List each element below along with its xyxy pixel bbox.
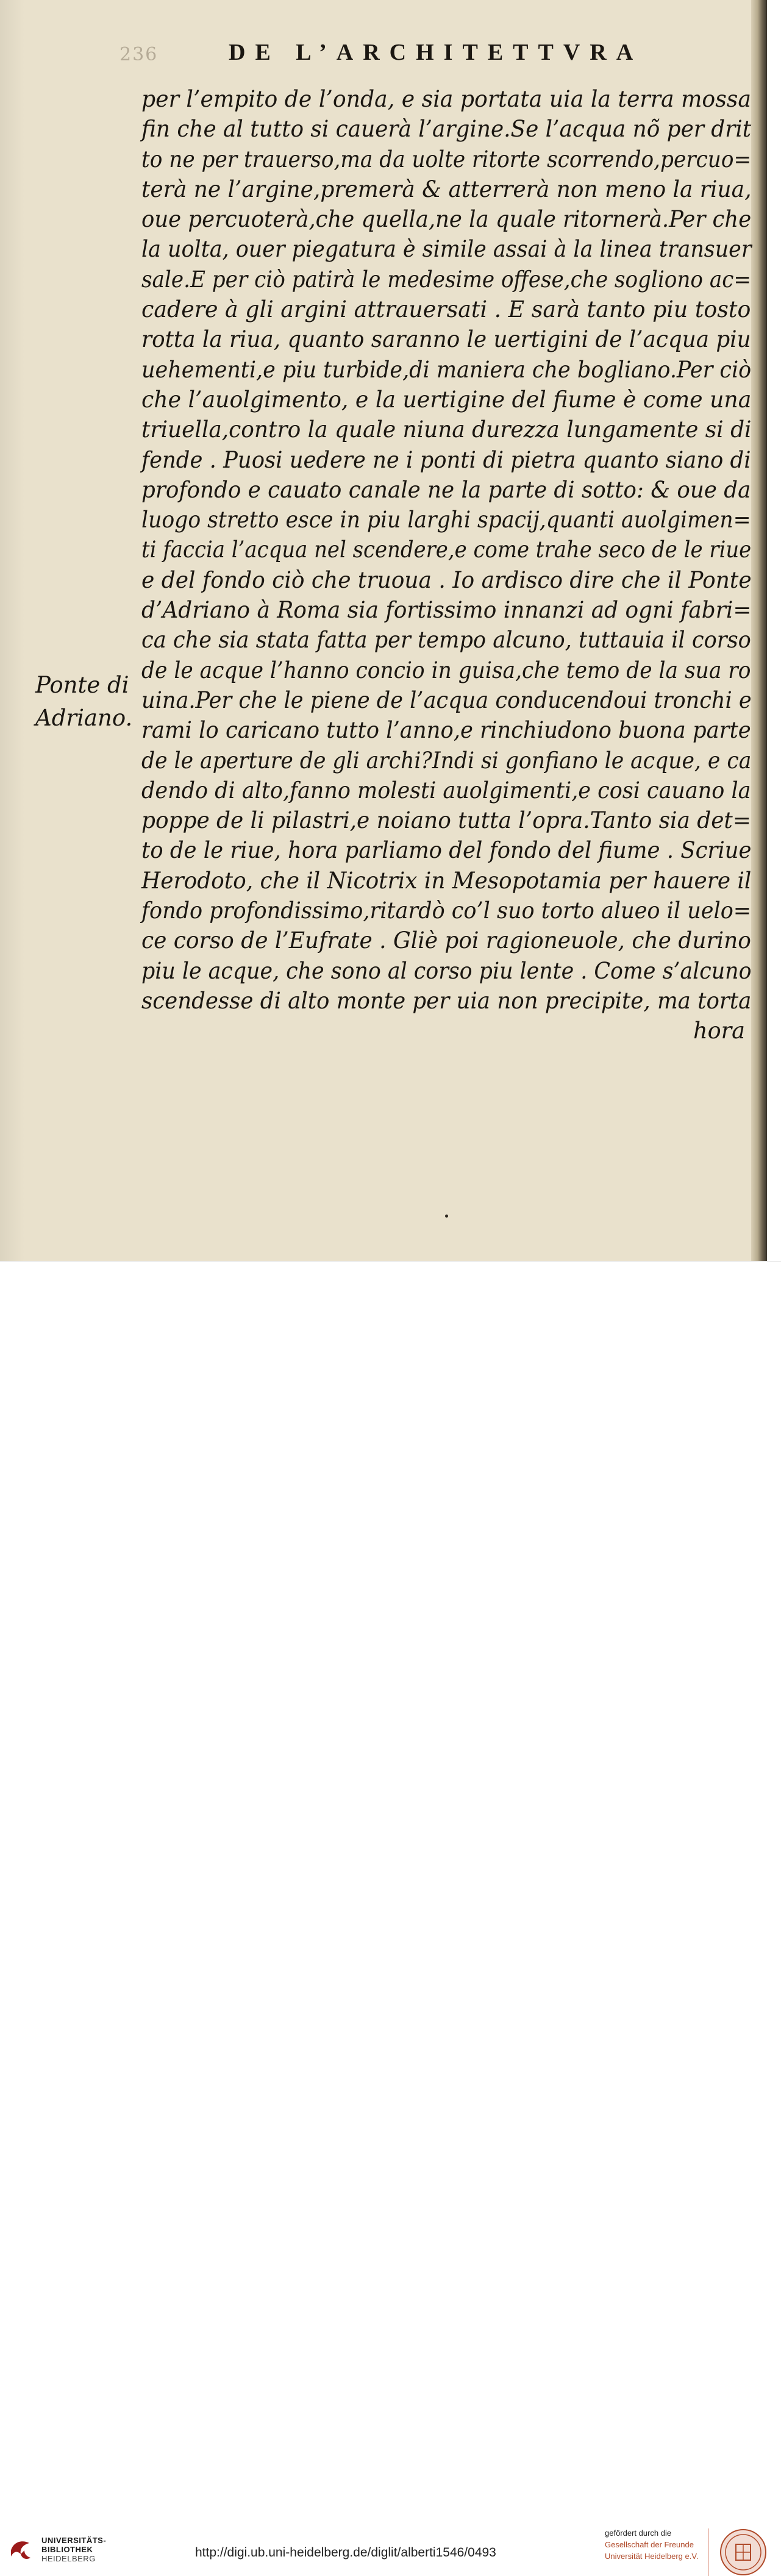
university-seal-icon [719,2528,767,2576]
text-line: rami lo caricano tutto l’anno,e rinchiudono buona parte [141,717,751,744]
ink-dot [445,1215,448,1218]
text-line: oue percuoterà,che quella,ne la quale ritornerà.Per che [141,206,752,233]
text-line: d’Adriano à Roma sia fortissimo innanzi ad ogni fabri= [141,597,752,624]
gutter-shadow [0,0,24,1261]
text-line: ce corso de l’Eufrate . Gliè poi ragioneuole, che durino [141,927,751,954]
text-line: fende . Puosi uedere ne i ponti di pietra quanto siano di [141,446,751,473]
text-line: e del fondo ciò che truoua . Io ardisco dire che il Ponte [141,566,752,593]
margin-note [35,669,132,735]
page-number: 236 [119,44,159,65]
sponsor-name-line: Universität Heidelberg e.V. [605,2552,699,2561]
margin-note-line: Adriano. [35,705,133,731]
library-name [41,2536,106,2563]
permalink-url[interactable]: http://digi.ub.uni-heidelberg.de/diglit/alberti1546/0493 [195,2546,496,2560]
footer-divider [708,2528,709,2576]
text-line: de le aperture de gli archi?Indi si gonfiano le acque, e ca [141,747,752,774]
text-line: to de le riue, hora parliamo del fondo del fiume . Scriue [141,837,752,864]
viewer-footer [0,1261,781,2563]
text-line: triuella,contro la quale niuna durezza lungamente si di [141,416,752,443]
library-name-line: BIBLIOTHEK [41,2545,93,2554]
margin-note-line: Ponte di [35,672,129,698]
text-line: rotta la riua, quanto saranno le uertigini de l’acqua piu [141,326,751,353]
text-line: terà ne l’argine,premerà & atterrerà non meno la riua, [141,176,752,202]
library-name-line: UNIVERSITÄTS- [41,2536,107,2545]
sponsor-block [605,2527,702,2562]
supported-by-label: gefördert durch die [605,2528,672,2538]
text-line: sale.E per ciò patirà le medesime offese,che sogliono ac= [141,266,752,293]
text-line: ca che sia stata fatta per tempo alcuno, tuttauia il corso [141,627,751,654]
text-line: to ne per trauerso,ma da uolte ritorte scorrendo,percuo= [141,146,752,173]
sponsor-name-line: Gesellschaft der Freunde [605,2540,694,2549]
body-text [141,84,757,1046]
running-head: DE L’ARCHITETTVRA [229,40,643,65]
text-line: uina.Per che le piene de l’acqua conducendoui tronchi e [141,687,752,713]
text-line: piu le acque, che sono al corso piu lente . Come s’alcuno [141,957,752,984]
text-line: luogo stretto esce in piu larghi spacij,quanti auolgimen= [141,507,751,533]
text-line: cadere à gli argini attrauersati . E sarà tanto piu tosto [141,296,751,323]
library-logo-icon [9,2538,33,2563]
text-line: fin che al tutto si cauerà l’argine.Se l’acqua nõ per drit [141,116,752,143]
text-line: dendo di alto,fanno molesti auolgimenti,e cosi cauano la [141,777,751,804]
text-line: per l’empito de l’onda, e sia portata uia la terra mossa [141,86,751,112]
library-name-line: HEIDELBERG [41,2554,96,2563]
text-line: de le acque l’hanno concio in guisa,che temo de la sua ro [141,657,751,683]
text-line: Herodoto, che il Nicotrix in Mesopotamia per hauere il [141,867,752,894]
text-line: la uolta, ouer piegatura è simile assai à la linea transuer [141,236,752,263]
text-line: poppe de li pilastri,e noiano tutta l’opra.Tanto sia det= [141,807,751,834]
text-line: profondo e cauato canale ne la parte di sotto: & oue da [141,476,751,503]
text-line: hora [693,1018,745,1044]
text-line: che l’auolgimento, e la uertigine del fiume è come una [141,386,752,413]
text-line: uehementi,e piu turbide,di maniera che bogliano.Per ciò [141,356,752,383]
text-line: scendesse di alto monte per uia non precipite, ma torta [141,987,752,1014]
text-line: ti faccia l’acqua nel scendere,e come trahe seco de le riue [141,537,752,563]
book-page [0,0,767,1261]
text-line: fondo profondissimo,ritardò co’l suo torto alueo il uelo= [141,897,752,924]
